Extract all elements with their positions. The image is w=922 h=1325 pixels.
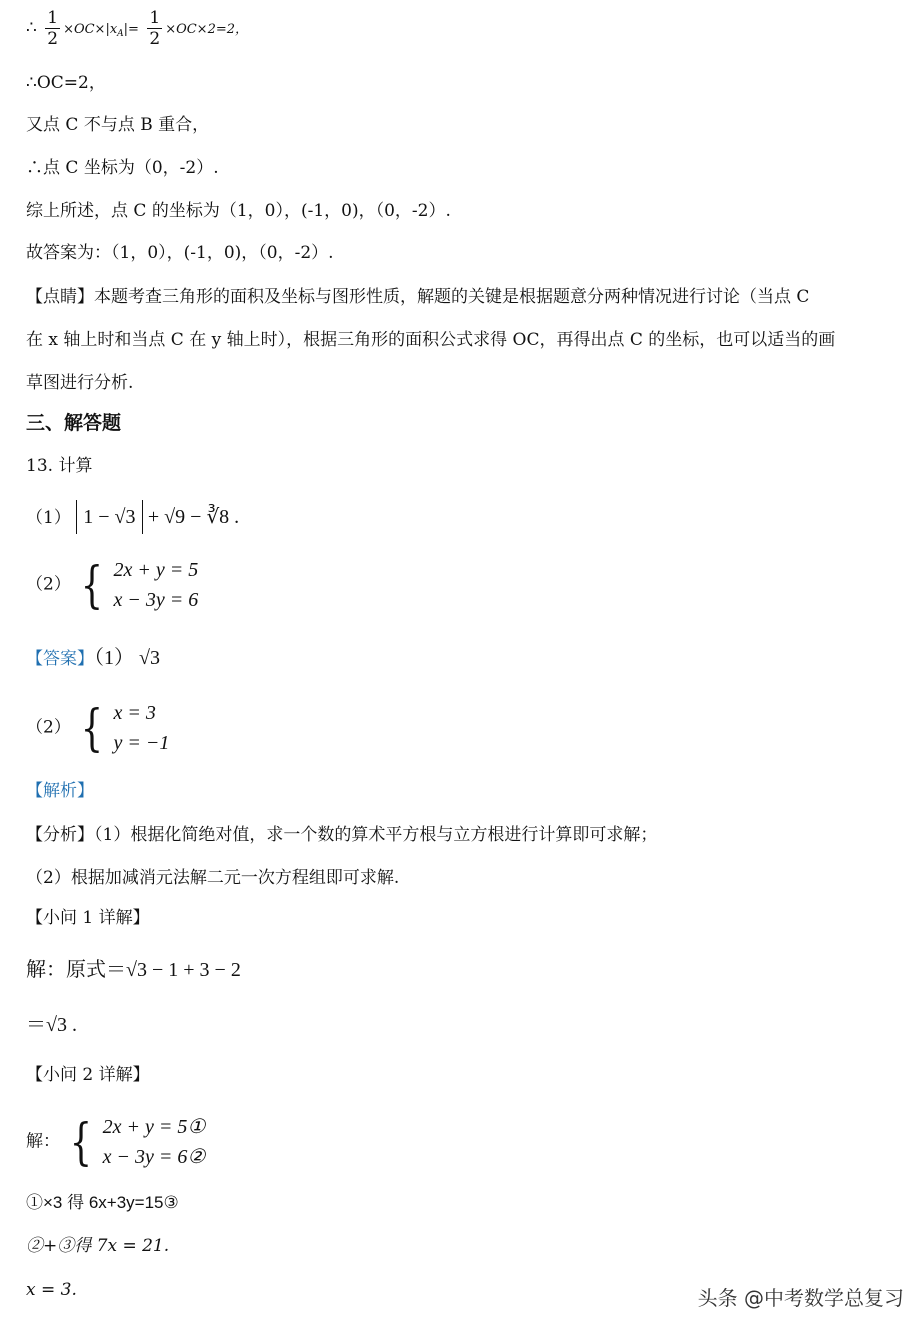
solution-1-line-1: 解：原式＝√3 − 1 + 3 − 2 [26,959,241,981]
analysis-1: 【分析】（1）根据化简绝对值，求一个数的算术平方根与立方根进行计算即可求解； [26,825,658,845]
solution-1-line-2: ＝√3 . [26,1014,77,1036]
sub-question-1-heading: 【小问 1 详解】 [26,908,150,928]
line-area-equation: ∴ $\frac{1}{2}$ ×OC×|xA|= $\frac{1}{2}$ ×OC×2=2， [26,8,249,49]
question-part-2: （2） { 2x + y = 5 x − 3y = 6 [26,556,199,614]
question-part-1: （1） 1 − √3 + √9 − ∛8 . [26,500,239,534]
line-c-not-b: 又点 C 不与点 B 重合， [26,115,210,135]
line-dianjing-3: 草图进行分析. [26,373,134,393]
question-13: 13. 计算 [26,456,93,476]
line-dianjing-2: 在 x 轴上时和当点 C 在 y 轴上时），根据三角形的面积公式求得 OC，再得出点 C 的坐标，也可以适当的画 [26,330,836,350]
answer-tag: 【答案】 [26,649,94,669]
answer-part-1: 【答案】（1） √3 [26,647,160,669]
line-answer: 故答案为：（1，0），(-1，0)，（0，-2）. [26,243,334,263]
solution-2-system: 解： { 2x + y = 5① x − 3y = 6② [26,1113,206,1171]
left-brace: { [81,699,104,757]
fraction-half: $\frac{1}{2}$ [47,8,59,49]
analysis-2: （2）根据加减消元法解二元一次方程组即可求解. [26,868,400,888]
fraction-half-2: $\frac{1}{2}$ [149,8,161,49]
step-3: x = 3. [26,1280,77,1300]
answer-part-2: （2） { x = 3 y = −1 [26,699,170,757]
jiexi-tag: 【解析】 [26,781,94,801]
line-summary: 综上所述，点 C 的坐标为（1，0），(-1，0)，（0，-2）. [26,201,451,221]
left-brace: { [70,1113,93,1171]
step-2: ②+③得 7x = 21. [26,1236,170,1256]
left-brace: { [81,556,104,614]
section-heading: 三、解答题 [26,412,122,434]
sub-question-2-heading: 【小问 2 详解】 [26,1065,150,1085]
watermark: 头条 @中考数学总复习 [697,1286,904,1310]
step-1: ①×3 得 6x+3y=15③ [26,1193,179,1212]
line-c-coord: ∴点 C 坐标为（0，-2）. [26,158,219,178]
line-oc: ∴OC=2， [26,73,106,93]
line-dianjing-1: 【点睛】本题考查三角形的面积及坐标与图形性质，解题的关键是根据题意分两种情况进行讨论（当点 C [26,287,810,307]
